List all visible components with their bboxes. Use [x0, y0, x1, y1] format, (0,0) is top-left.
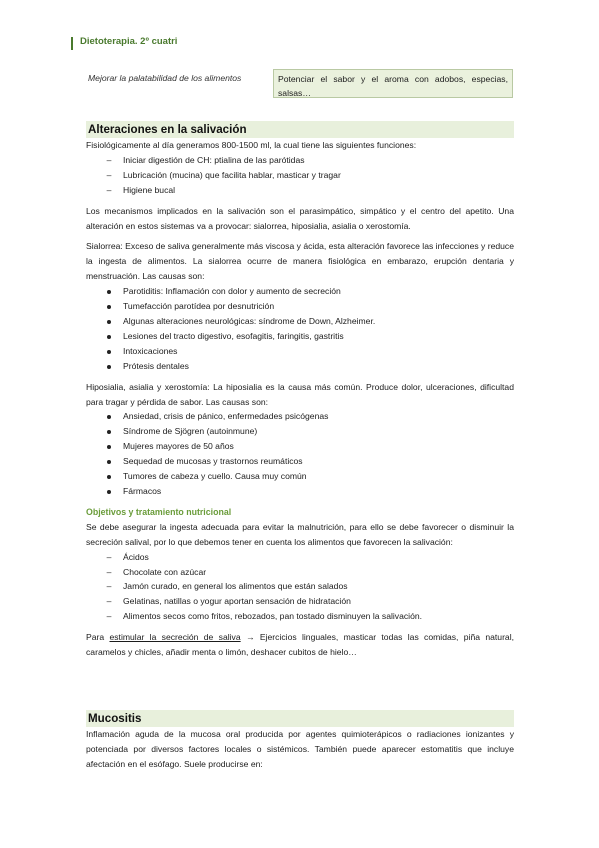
bullet-icon	[107, 475, 111, 479]
list-item: – Alimentos secos como fritos, rebozados, pan tostado disminuyen la salivación.	[86, 609, 514, 624]
list-item: – Ácidos	[86, 550, 514, 565]
bullet-icon	[107, 445, 111, 449]
bullet-icon	[107, 430, 111, 434]
list-item: Prótesis dentales	[86, 359, 514, 374]
foods-list	[86, 550, 514, 625]
paragraph-objetivos: Se debe asegurar la ingesta adecuada para evitar la malnutrición, para ello se debe favorecer o disminuir la secreción salival, por lo que debemos tener en cuenta los alimentos que favorecen la salivación:	[86, 521, 514, 547]
dash-marker: –	[106, 154, 112, 165]
section-title-mucositis: Mucositis	[86, 710, 514, 727]
subsection-title-objetivos: Objetivos y tratamiento nutricional	[86, 506, 232, 517]
sialorrea-causes-list	[86, 284, 514, 373]
list-item: – Gelatinas, natillas o yogur aportan sensación de hidratación	[86, 594, 514, 609]
paragraph-hiposialia: Hiposialia, asialia y xerostomía: La hiposialia es la causa más común. Produce dolor, ulceraciones, dificultad para tragar y pérdida de sabor. Las causas son:	[86, 381, 514, 407]
paragraph-intro: Fisiológicamente al día generamos 800-1500 ml, la cual tiene las siguientes funciones:	[86, 140, 417, 150]
list-item: Fármacos	[86, 484, 514, 499]
bullet-icon	[107, 365, 111, 369]
dash-marker: –	[106, 611, 112, 622]
list-item: – Lubricación (mucina) que facilita hablar, masticar y tragar	[86, 168, 514, 183]
list-item: – Jamón curado, en general los alimentos que están salados	[86, 579, 514, 594]
bullet-icon	[107, 320, 111, 324]
list-item: Intoxicaciones	[86, 344, 514, 359]
header-accent-bar	[71, 37, 73, 50]
list-item: Tumores de cabeza y cuello. Causa muy común	[86, 469, 514, 484]
bullet-icon	[107, 335, 111, 339]
paragraph-mechanisms: Los mecanismos implicados en la salivación son el parasimpático, simpático y el centro del apetito. Una alteración en estos sistemas va a provocar: sialorrea, hiposialia, asialia o xerostomía.	[86, 205, 514, 231]
bullet-icon	[107, 415, 111, 419]
dash-marker: –	[106, 551, 112, 562]
dash-marker: –	[106, 581, 112, 592]
list-item: Síndrome de Sjögren (autoinmune)	[86, 424, 514, 439]
list-item: Mujeres mayores de 50 años	[86, 439, 514, 454]
list-item: – Iniciar digestión de CH: ptialina de las parótidas	[86, 153, 514, 168]
paragraph-mucositis: Inflamación aguda de la mucosa oral producida por agentes quimioterápicos o radiaciones ionizantes y potenciada por diversos factores locales o sistémicos. También puede aparecer estomatitis que incluye afectación en el esófago. Suele producirse en:	[86, 729, 514, 769]
table-cell-objective: Mejorar la palatabilidad de los alimentos	[88, 73, 242, 83]
list-item: Lesiones del tracto digestivo, esofagitis, faringitis, gastritis	[86, 329, 514, 344]
bullet-icon	[107, 290, 111, 294]
dash-marker: –	[106, 596, 112, 607]
bullet-icon	[107, 350, 111, 354]
bullet-icon	[107, 490, 111, 494]
bullet-icon	[107, 305, 111, 309]
list-item: – Higiene bucal	[86, 183, 514, 198]
arrow-icon: →	[245, 632, 255, 643]
section-mucositis	[86, 710, 514, 772]
list-item: – Chocolate con azúcar	[86, 565, 514, 580]
document-header-title: Dietoterapia. 2º cuatri	[80, 36, 178, 47]
hiposialia-causes-list	[86, 409, 514, 498]
section-salivacion	[86, 121, 514, 660]
dash-marker: –	[106, 566, 112, 577]
list-item: Ansiedad, crisis de pánico, enfermedades psicógenas	[86, 409, 514, 424]
bullet-icon	[107, 460, 111, 464]
table-cell-recommendation: Potenciar el sabor y el aroma con adobos, especias, salsas…	[273, 69, 513, 98]
functions-list	[86, 153, 514, 198]
underlined-phrase: estimular la secreción de saliva	[109, 632, 241, 643]
paragraph-sialorrea: Sialorrea: Exceso de saliva generalmente más viscosa y ácida, esta alteración favorece las infecciones y reduce la ingesta de alimentos. La sialorrea ocurre de manera fisiológica en embarazo, erupción dentaria y menstruación. Las causas son:	[86, 241, 514, 282]
list-item: Tumefacción parotídea por desnutrición	[86, 299, 514, 314]
list-item: Sequedad de mucosas y trastornos reumáticos	[86, 454, 514, 469]
section-title-salivacion: Alteraciones en la salivación	[86, 121, 514, 138]
paragraph-stimulate: Para estimular la secreción de saliva → Ejercicios linguales, masticar todas las comidas, piña natural, caramelos y chicles, añadir menta o limón, deshacer cubitos de hielo…	[86, 632, 515, 658]
dash-marker: –	[106, 184, 112, 195]
list-item: Parotiditis: Inflamación con dolor y aumento de secreción	[86, 284, 514, 299]
list-item: Algunas alteraciones neurológicas: síndrome de Down, Alzheimer.	[86, 314, 514, 329]
dash-marker: –	[106, 169, 112, 180]
